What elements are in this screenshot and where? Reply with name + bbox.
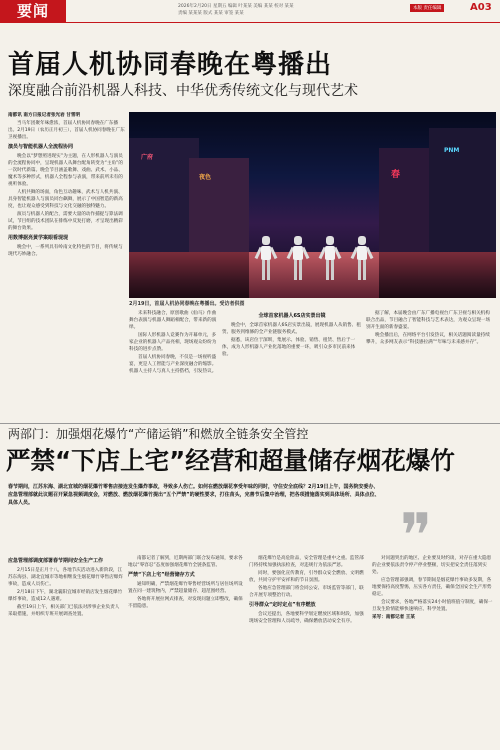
photo-neon-sign: 春 [391,170,401,180]
article2-lead: 春节期间，江苏东海、湖北宜城的烟花爆竹零售店接连发生爆炸事故，导致多人伤亡。如何在燃放烟花享受年味的同时，守住安全底线？2月19日上午，国务院安委办、应急管理部就此议题召开紧急视频调度会，对燃放、燃放烟花爆竹提出“五个严禁”的硬性要求，打住苗头，完善节后集中治理，把各项措施落实到具体场所、具体点位、具体人员。 [8,484,380,506]
article1-paragraph: 首届人机协同春晚，不仅是一场视听盛宴，更是人工智能与产业深度融合的缩影。机器人主持人与真人主持搭档，引发热议。 [129,355,217,374]
article2-column-4 [372,555,494,747]
article2-prehead: 两部门：加强烟花爆竹“产储运销”和燃放全链条安全管控 [8,427,309,441]
robot-dancer [323,236,337,280]
article2-paragraph: 各地将开展拉网式排查，对发现问题立即整改，确保不留隐患。 [128,597,243,609]
article1-paragraph: 据了解，本届晚会由广东广播电视台广东卫视与相关机构联合出品，节目融合了智能科技与艺术表达，为观众呈现一场别开生面的新春盛宴。 [366,311,491,330]
article1-paragraph: 晚会中，全球首家机器人6S店实景出镜，展现机器人从销售、租赁、服务到维修的全产业链服务模式。 [222,323,361,335]
article1-paragraph: 人机共舞的场面，角色互动趣味，武术与人机共演、具身智能机器人与演员同台飙舞，展示了中国智造的新高度，也让观众感受到科技与文化交融的独特魅力。 [8,190,123,209]
article2-paragraph: 同时，要强化宣传教育，引导群众安全燃放、文明燃放，共同守护平安祥和的节日氛围。 [249,571,364,583]
article2-paragraph: 南都记者了解到，近期两部门联合发布通知，要求各地以“零容忍”态度加强烟花爆竹全链条监管。 [128,556,243,568]
article2-paragraph: 通知明确，严禁烟花爆竹零售经营场所与居住场所设置在同一建筑物内，严禁超量储存、超范围经营。 [128,582,243,594]
article1-paragraph: 据悉，该店位于深圳，集展示、体验、销售、租赁、售后于一体，成为人形机器人产业化落地的重要一环，吸引众多市民前来体验。 [222,338,356,357]
masthead-meta-line1: 2026年2月20日 星期五 编辑 叶某某 美编 某某 校对 某某 [178,4,294,9]
article1-intro: 当马年团聚年味愈浓，首届人机协同春晚在广东播出。2月19日（农历正月初三），首届人机协同春晚在广东卫视播出。 [8,121,125,140]
article1-paragraph: 未来科技融合，原创歌曲《仙马》作曲舞台表演与机器人舞蹈相配合，带来新的演绎。 [129,311,217,330]
photo-neon-sign: PNM [444,147,460,154]
article2-column-1 [8,555,123,747]
article1-subhead-1: 演员与智能机器人全流程协同 [8,144,74,150]
article2-subhead-2: 严禁“下店上宅”经营储存方式 [128,572,195,578]
concert-photo [129,112,496,298]
article1-paragraph: 晚会播出后，在网络平台引发热议，相关话题阅读量持续攀升，众多网友表示“科技感拉满”“年味与未来感并存”。 [366,333,490,345]
article2-byline: 采写：南都记者 王某 [372,615,415,620]
masthead-rule [0,22,500,23]
editor-badge: 本版 责任编辑 [410,4,444,12]
section-divider [0,423,500,424]
article1-paragraph: 晚会中，一系列具有岭南文化特色的节目，将传统与现代巧妙融合。 [8,245,123,257]
robot-dancer [355,236,369,280]
article1-subheadline: 深度融合前沿机器人科技、中华优秀传统文化与现代艺术 [8,83,358,99]
photo-building [429,128,496,258]
photo-caption: 2月19日，首届人机协同春晚在粤播出。受访者供图 [129,301,245,307]
article2-paragraph: 2月18日下午，湖北襄阳宜城市经销店发生烟花爆竹爆炸事故，造成12人遇难。 [8,590,123,602]
article1-column-3 [222,310,362,420]
article2-column-2 [128,555,244,747]
masthead [0,0,500,22]
article1-headline: 首届人机协同春晚在粤播出 [8,50,333,80]
article1-subhead-3: 全球首家机器人6S店实景出镜 [258,313,326,319]
photo-building [189,158,249,258]
article1-paragraph: 演员与机器人的配合，需要大量的动作捕捉与算法调试，节目组的技术团队在排练中反复打磨，才呈现出精彩的舞台效果。 [8,212,123,231]
article1-byline: 南都讯 南方日报记者张光岩 甘雪明 [8,113,81,118]
article1-column-1 [8,112,126,420]
article2-paragraph: 2月15日是正月十八，各地节庆活动进入新阶段，江苏东海县、湖北宜城市等地相继发生烟花爆竹零售店爆炸事故，造成人员伤亡。 [8,568,123,587]
article2-subhead-1: 应急管理部调度部署春节期间安全生产工作 [8,558,104,564]
article2-paragraph: 会议要求，各地严格落实24小时值班值守制度，确保一旦发生险情能够快速响应、科学处置。 [372,600,493,612]
article2-paragraph: 烟花爆竹是高危险品，安全管理是重中之重。监管部门将持续加强执法检查，对违规行为依法严惩。 [249,556,364,568]
quote-mark-icon: ❞ [400,501,433,571]
article1-column-2 [129,310,217,420]
article2-headline: 严禁“下店上宅”经营和超量储存烟花爆竹 [6,446,455,475]
photo-neon-sign: 广府 [141,154,154,161]
article2-paragraph: 会议还提出，各地要科学划定燃放区域和时段，加强现场安全管理和人员疏导，确保燃放活动安全有序。 [249,612,364,624]
article1-paragraph: 国际人形机器人竞赛作为开幕单元，多家企业的机器人产品亮相，现场观众纷纷为科技的进步点赞。 [129,333,217,352]
robot-dancer [291,236,305,280]
article2-paragraph: 各地应急管理部门将会同公安、市场监管等部门，联合开展专项整治行动。 [249,586,364,598]
section-flag: 要闻 [0,0,66,22]
article1-subhead-2: 用数博据亮黄学案眼看现现 [8,235,69,241]
page-number: A03 [470,2,492,13]
article2-paragraph: 对问题突出的地区、企业要及时约谈，对存在重大隐患的企业要依法责令停产停业整顿，切实把安全责任落到实处。 [372,556,492,575]
article2-paragraph: 应急管理部强调，春节期间是烟花爆竹事故多发期，各地要保持高度警惕，压实各方责任，确保全国安全生产形势稳定。 [372,578,492,597]
article2-subhead-3: 引导群众“定时定点”有序燃放 [249,602,316,608]
article1-column-4 [366,310,494,420]
photo-neon-sign: 夜色 [199,174,212,181]
photo-building [379,148,434,258]
robot-dancer [259,236,273,280]
article2-column-3 [249,555,367,747]
article2-paragraph: 截至19日上午，相关部门已依法对涉事企业负责人采取措施，并组织专班开展调查处置。 [8,605,120,617]
article1-paragraph: 晚会以“梦想照进现实”为主题，在人形机器人与演员的全流程协同中，呈现机器人从舞台配角转变为“主角”的一次时代新篇。晚会节目涵盖歌舞、戏曲、武术、小品、魔术等多种形式，机器人全程参与表演，带来前所未有的视听体验。 [8,154,124,187]
masthead-meta-line2: 责编 某某某 版式 某某 审签 某某 [178,11,244,16]
